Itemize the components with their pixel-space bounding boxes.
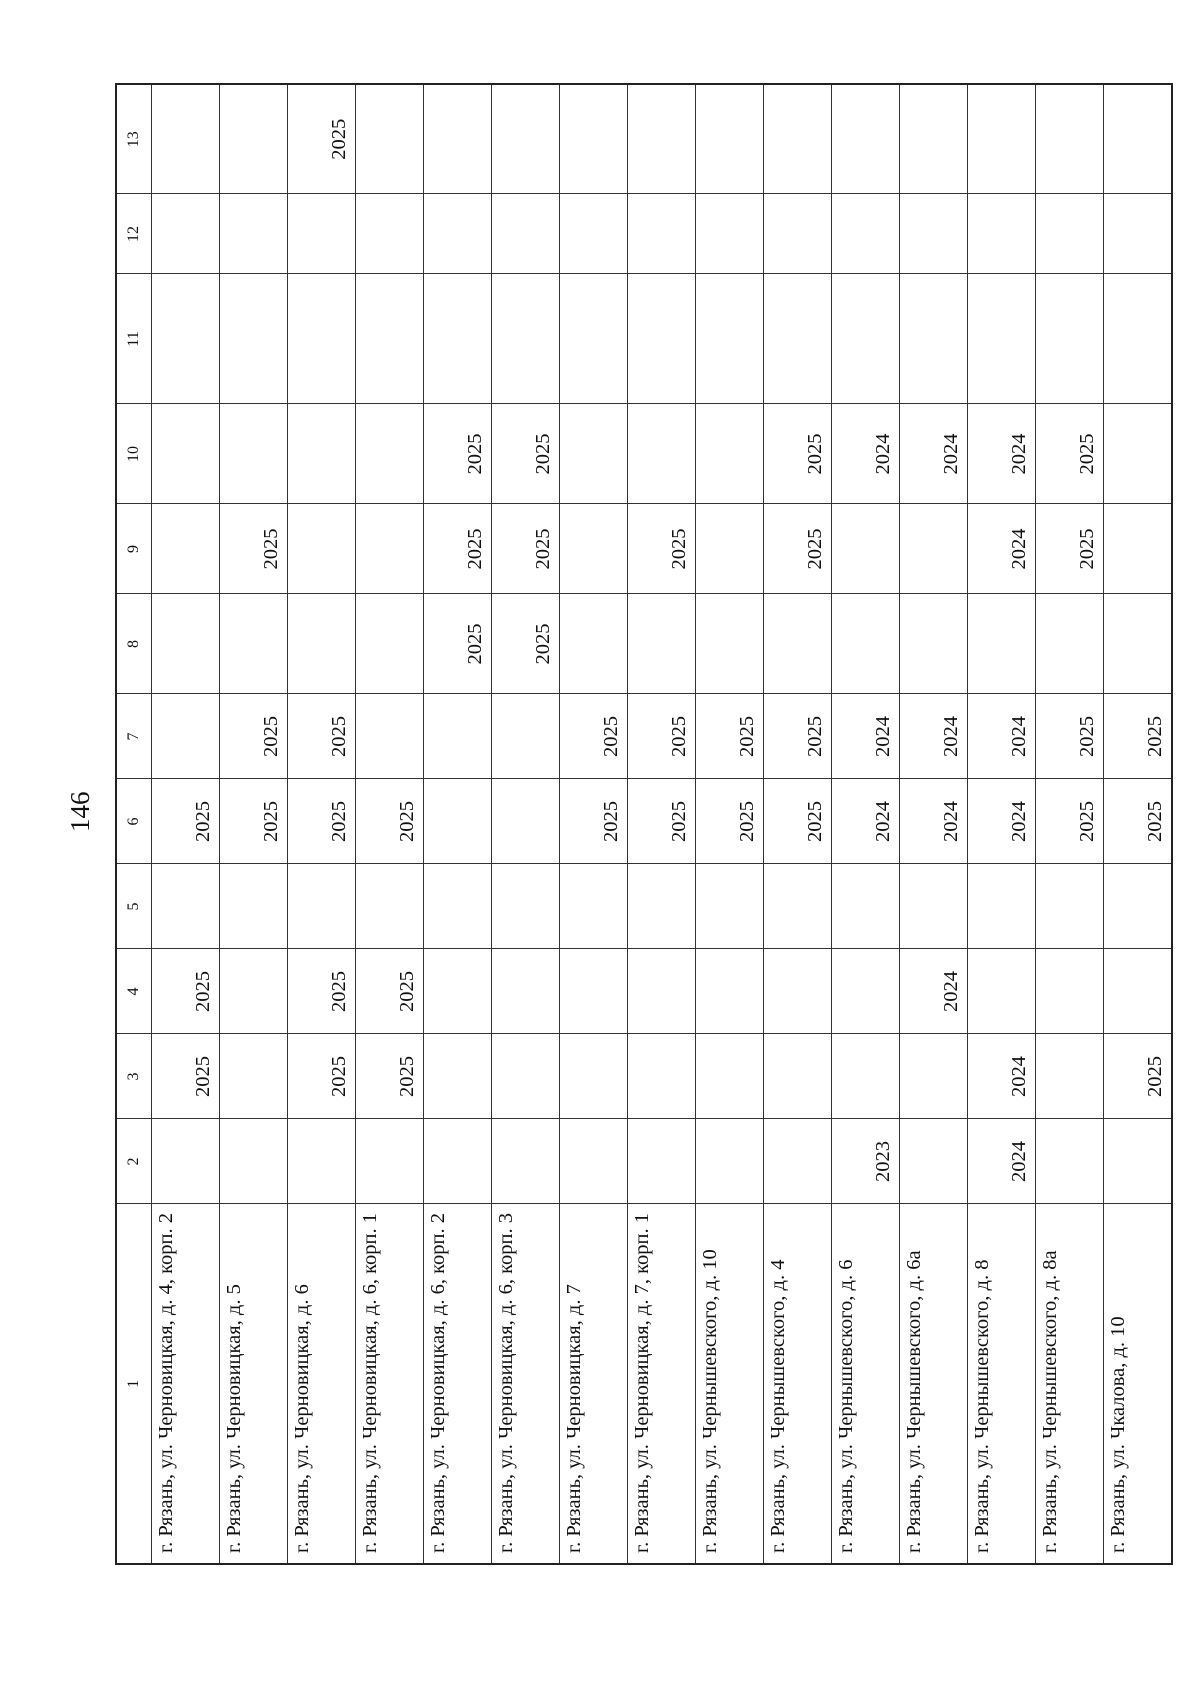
year-cell-c9	[696, 504, 764, 594]
year-cell-c10	[152, 404, 220, 504]
year-cell-c6: 2024	[968, 779, 1036, 864]
year-cell-c12	[152, 194, 220, 274]
year-cell-c13	[764, 84, 832, 194]
year-cell-c2	[152, 1119, 220, 1204]
year-cell-c12	[1104, 194, 1173, 274]
year-cell-c13	[492, 84, 560, 194]
address-cell: г. Рязань, ул. Черновицкая, д. 6	[288, 1204, 356, 1564]
year-cell-c12	[968, 194, 1036, 274]
year-cell-c13	[832, 84, 900, 194]
year-cell-c7: 2025	[628, 694, 696, 779]
address-cell: г. Рязань, ул. Чернышевского, д. 6а	[900, 1204, 968, 1564]
year-cell-c13	[696, 84, 764, 194]
year-cell-c8	[696, 594, 764, 694]
year-cell-c10	[628, 404, 696, 504]
table-row	[560, 84, 628, 1564]
year-cell-c6: 2025	[696, 779, 764, 864]
year-cell-c11	[220, 274, 288, 404]
year-cell-c10	[288, 404, 356, 504]
year-cell-c11	[424, 274, 492, 404]
year-cell-c10	[220, 404, 288, 504]
column-header: 10	[116, 404, 152, 504]
year-cell-c12	[356, 194, 424, 274]
column-header: 5	[116, 864, 152, 949]
table-row	[492, 84, 560, 1564]
year-cell-c6: 2025	[560, 779, 628, 864]
year-cell-c2	[764, 1119, 832, 1204]
year-cell-c6: 2025	[356, 779, 424, 864]
column-header: 4	[116, 949, 152, 1034]
column-header: 11	[116, 274, 152, 404]
year-cell-c7: 2025	[560, 694, 628, 779]
year-cell-c6: 2025	[220, 779, 288, 864]
year-cell-c5	[560, 864, 628, 949]
year-cell-c2	[424, 1119, 492, 1204]
year-cell-c4	[560, 949, 628, 1034]
year-cell-c10	[356, 404, 424, 504]
year-cell-c11	[968, 274, 1036, 404]
year-cell-c6: 2025	[1104, 779, 1173, 864]
year-cell-c7: 2025	[288, 694, 356, 779]
year-cell-c3	[764, 1034, 832, 1119]
year-cell-c3	[492, 1034, 560, 1119]
column-header: 3	[116, 1034, 152, 1119]
year-cell-c4	[220, 949, 288, 1034]
year-cell-c5	[220, 864, 288, 949]
year-cell-c13	[628, 84, 696, 194]
year-cell-c12	[764, 194, 832, 274]
year-cell-c11	[900, 274, 968, 404]
year-cell-c12	[832, 194, 900, 274]
year-cell-c4: 2024	[900, 949, 968, 1034]
year-cell-c7: 2024	[832, 694, 900, 779]
year-cell-c4: 2025	[288, 949, 356, 1034]
table-row	[832, 84, 900, 1564]
year-cell-c13	[900, 84, 968, 194]
year-cell-c5	[696, 864, 764, 949]
year-cell-c4	[1104, 949, 1173, 1034]
year-cell-c5	[1104, 864, 1173, 949]
year-cell-c9: 2025	[628, 504, 696, 594]
schedule-table	[115, 83, 1173, 1565]
year-cell-c5	[832, 864, 900, 949]
year-cell-c2	[900, 1119, 968, 1204]
year-cell-c8	[1104, 594, 1173, 694]
year-cell-c2	[628, 1119, 696, 1204]
year-cell-c7: 2025	[1104, 694, 1173, 779]
year-cell-c7: 2024	[900, 694, 968, 779]
year-cell-c6: 2024	[900, 779, 968, 864]
page-number: 146	[65, 791, 95, 832]
year-cell-c3	[424, 1034, 492, 1119]
year-cell-c7: 2025	[764, 694, 832, 779]
year-cell-c7	[492, 694, 560, 779]
year-cell-c4	[968, 949, 1036, 1034]
year-cell-c12	[628, 194, 696, 274]
year-cell-c12	[900, 194, 968, 274]
year-cell-c9: 2025	[220, 504, 288, 594]
year-cell-c2	[1036, 1119, 1104, 1204]
year-cell-c4: 2025	[356, 949, 424, 1034]
column-header: 1	[116, 1204, 152, 1564]
year-cell-c9	[288, 504, 356, 594]
year-cell-c10: 2025	[492, 404, 560, 504]
year-cell-c6	[492, 779, 560, 864]
year-cell-c6	[424, 779, 492, 864]
table-row	[424, 84, 492, 1564]
year-cell-c4	[764, 949, 832, 1034]
year-cell-c13	[356, 84, 424, 194]
year-cell-c6: 2025	[628, 779, 696, 864]
table-row	[356, 84, 424, 1564]
address-cell: г. Рязань, ул. Черновицкая, д. 5	[220, 1204, 288, 1564]
column-header: 9	[116, 504, 152, 594]
year-cell-c5	[424, 864, 492, 949]
year-cell-c9: 2025	[424, 504, 492, 594]
year-cell-c2	[560, 1119, 628, 1204]
year-cell-c8	[764, 594, 832, 694]
year-cell-c3: 2024	[968, 1034, 1036, 1119]
year-cell-c4	[832, 949, 900, 1034]
year-cell-c8	[1036, 594, 1104, 694]
year-cell-c11	[356, 274, 424, 404]
year-cell-c13	[152, 84, 220, 194]
year-cell-c9	[356, 504, 424, 594]
year-cell-c3	[900, 1034, 968, 1119]
year-cell-c8: 2025	[492, 594, 560, 694]
table-row	[628, 84, 696, 1564]
year-cell-c11	[628, 274, 696, 404]
year-cell-c8	[832, 594, 900, 694]
year-cell-c4	[628, 949, 696, 1034]
year-cell-c12	[220, 194, 288, 274]
table-row	[152, 84, 220, 1564]
year-cell-c9	[1104, 504, 1173, 594]
column-header: 2	[116, 1119, 152, 1204]
year-cell-c8	[560, 594, 628, 694]
address-cell: г. Рязань, ул. Черновицкая, д. 7, корп. 1	[628, 1204, 696, 1564]
column-header: 7	[116, 694, 152, 779]
year-cell-c13: 2025	[288, 84, 356, 194]
year-cell-c2	[1104, 1119, 1173, 1204]
year-cell-c9	[560, 504, 628, 594]
year-cell-c3: 2025	[356, 1034, 424, 1119]
year-cell-c9: 2025	[1036, 504, 1104, 594]
year-cell-c10: 2024	[968, 404, 1036, 504]
year-cell-c5	[152, 864, 220, 949]
year-cell-c11	[492, 274, 560, 404]
year-cell-c10: 2024	[900, 404, 968, 504]
year-cell-c5	[764, 864, 832, 949]
address-cell: г. Рязань, ул. Чернышевского, д. 8	[968, 1204, 1036, 1564]
year-cell-c9	[900, 504, 968, 594]
year-cell-c4	[1036, 949, 1104, 1034]
year-cell-c9: 2024	[968, 504, 1036, 594]
year-cell-c5	[288, 864, 356, 949]
year-cell-c3	[832, 1034, 900, 1119]
year-cell-c7: 2024	[968, 694, 1036, 779]
year-cell-c6: 2025	[1036, 779, 1104, 864]
column-header: 13	[116, 84, 152, 194]
year-cell-c11	[1104, 274, 1173, 404]
year-cell-c3	[1036, 1034, 1104, 1119]
year-cell-c2: 2023	[832, 1119, 900, 1204]
year-cell-c5	[356, 864, 424, 949]
year-cell-c3: 2025	[152, 1034, 220, 1119]
year-cell-c3: 2025	[288, 1034, 356, 1119]
year-cell-c12	[492, 194, 560, 274]
year-cell-c13	[560, 84, 628, 194]
table-row	[288, 84, 356, 1564]
address-cell: г. Рязань, ул. Черновицкая, д. 6, корп. 2	[424, 1204, 492, 1564]
year-cell-c11	[288, 274, 356, 404]
year-cell-c6: 2025	[152, 779, 220, 864]
year-cell-c4: 2025	[152, 949, 220, 1034]
column-header: 8	[116, 594, 152, 694]
year-cell-c12	[560, 194, 628, 274]
year-cell-c8	[900, 594, 968, 694]
year-cell-c7: 2025	[1036, 694, 1104, 779]
address-cell: г. Рязань, ул. Чернышевского, д. 4	[764, 1204, 832, 1564]
table-body	[152, 84, 1173, 1564]
year-cell-c5	[492, 864, 560, 949]
year-cell-c9: 2025	[764, 504, 832, 594]
table-row	[1036, 84, 1104, 1564]
year-cell-c8	[628, 594, 696, 694]
year-cell-c10	[696, 404, 764, 504]
year-cell-c8	[220, 594, 288, 694]
table-row	[764, 84, 832, 1564]
year-cell-c13	[1104, 84, 1173, 194]
year-cell-c6: 2025	[288, 779, 356, 864]
column-header: 12	[116, 194, 152, 274]
header-row	[116, 84, 152, 1564]
year-cell-c9: 2025	[492, 504, 560, 594]
year-cell-c13	[968, 84, 1036, 194]
year-cell-c11	[1036, 274, 1104, 404]
year-cell-c11	[832, 274, 900, 404]
year-cell-c8	[356, 594, 424, 694]
year-cell-c2	[356, 1119, 424, 1204]
year-cell-c7: 2025	[220, 694, 288, 779]
year-cell-c4	[492, 949, 560, 1034]
table-row	[1104, 84, 1173, 1564]
year-cell-c10: 2025	[424, 404, 492, 504]
address-cell: г. Рязань, ул. Черновицкая, д. 4, корп. 2	[152, 1204, 220, 1564]
year-cell-c13	[1036, 84, 1104, 194]
year-cell-c3: 2025	[1104, 1034, 1173, 1119]
table-row	[696, 84, 764, 1564]
year-cell-c2	[696, 1119, 764, 1204]
year-cell-c13	[424, 84, 492, 194]
year-cell-c5	[968, 864, 1036, 949]
year-cell-c13	[220, 84, 288, 194]
table-row	[900, 84, 968, 1564]
year-cell-c7: 2025	[696, 694, 764, 779]
year-cell-c10: 2024	[832, 404, 900, 504]
year-cell-c8	[152, 594, 220, 694]
year-cell-c2	[220, 1119, 288, 1204]
address-cell: г. Рязань, ул. Чкалова, д. 10	[1104, 1204, 1173, 1564]
table-row	[968, 84, 1036, 1564]
year-cell-c6: 2025	[764, 779, 832, 864]
year-cell-c10	[560, 404, 628, 504]
column-header: 6	[116, 779, 152, 864]
year-cell-c7	[356, 694, 424, 779]
address-cell: г. Рязань, ул. Чернышевского, д. 10	[696, 1204, 764, 1564]
address-cell: г. Рязань, ул. Черновицкая, д. 6, корп. 1	[356, 1204, 424, 1564]
year-cell-c4	[424, 949, 492, 1034]
year-cell-c7	[152, 694, 220, 779]
year-cell-c8	[968, 594, 1036, 694]
year-cell-c5	[1036, 864, 1104, 949]
year-cell-c3	[560, 1034, 628, 1119]
year-cell-c12	[696, 194, 764, 274]
year-cell-c5	[900, 864, 968, 949]
year-cell-c9	[152, 504, 220, 594]
year-cell-c8: 2025	[424, 594, 492, 694]
year-cell-c4	[696, 949, 764, 1034]
year-cell-c3	[220, 1034, 288, 1119]
table-row	[220, 84, 288, 1564]
address-cell: г. Рязань, ул. Чернышевского, д. 6	[832, 1204, 900, 1564]
year-cell-c10	[1104, 404, 1173, 504]
address-cell: г. Рязань, ул. Чернышевского, д. 8а	[1036, 1204, 1104, 1564]
year-cell-c11	[696, 274, 764, 404]
year-cell-c12	[288, 194, 356, 274]
year-cell-c3	[696, 1034, 764, 1119]
year-cell-c12	[1036, 194, 1104, 274]
year-cell-c6: 2024	[832, 779, 900, 864]
year-cell-c7	[424, 694, 492, 779]
year-cell-c10: 2025	[1036, 404, 1104, 504]
table-container	[115, 95, 1166, 1565]
year-cell-c9	[832, 504, 900, 594]
year-cell-c2: 2024	[968, 1119, 1036, 1204]
year-cell-c3	[628, 1034, 696, 1119]
year-cell-c5	[628, 864, 696, 949]
year-cell-c2	[492, 1119, 560, 1204]
year-cell-c11	[152, 274, 220, 404]
year-cell-c8	[288, 594, 356, 694]
address-cell: г. Рязань, ул. Черновицкая, д. 7	[560, 1204, 628, 1564]
year-cell-c12	[424, 194, 492, 274]
year-cell-c10: 2025	[764, 404, 832, 504]
address-cell: г. Рязань, ул. Черновицкая, д. 6, корп. 3	[492, 1204, 560, 1564]
year-cell-c11	[560, 274, 628, 404]
year-cell-c11	[764, 274, 832, 404]
year-cell-c2	[288, 1119, 356, 1204]
